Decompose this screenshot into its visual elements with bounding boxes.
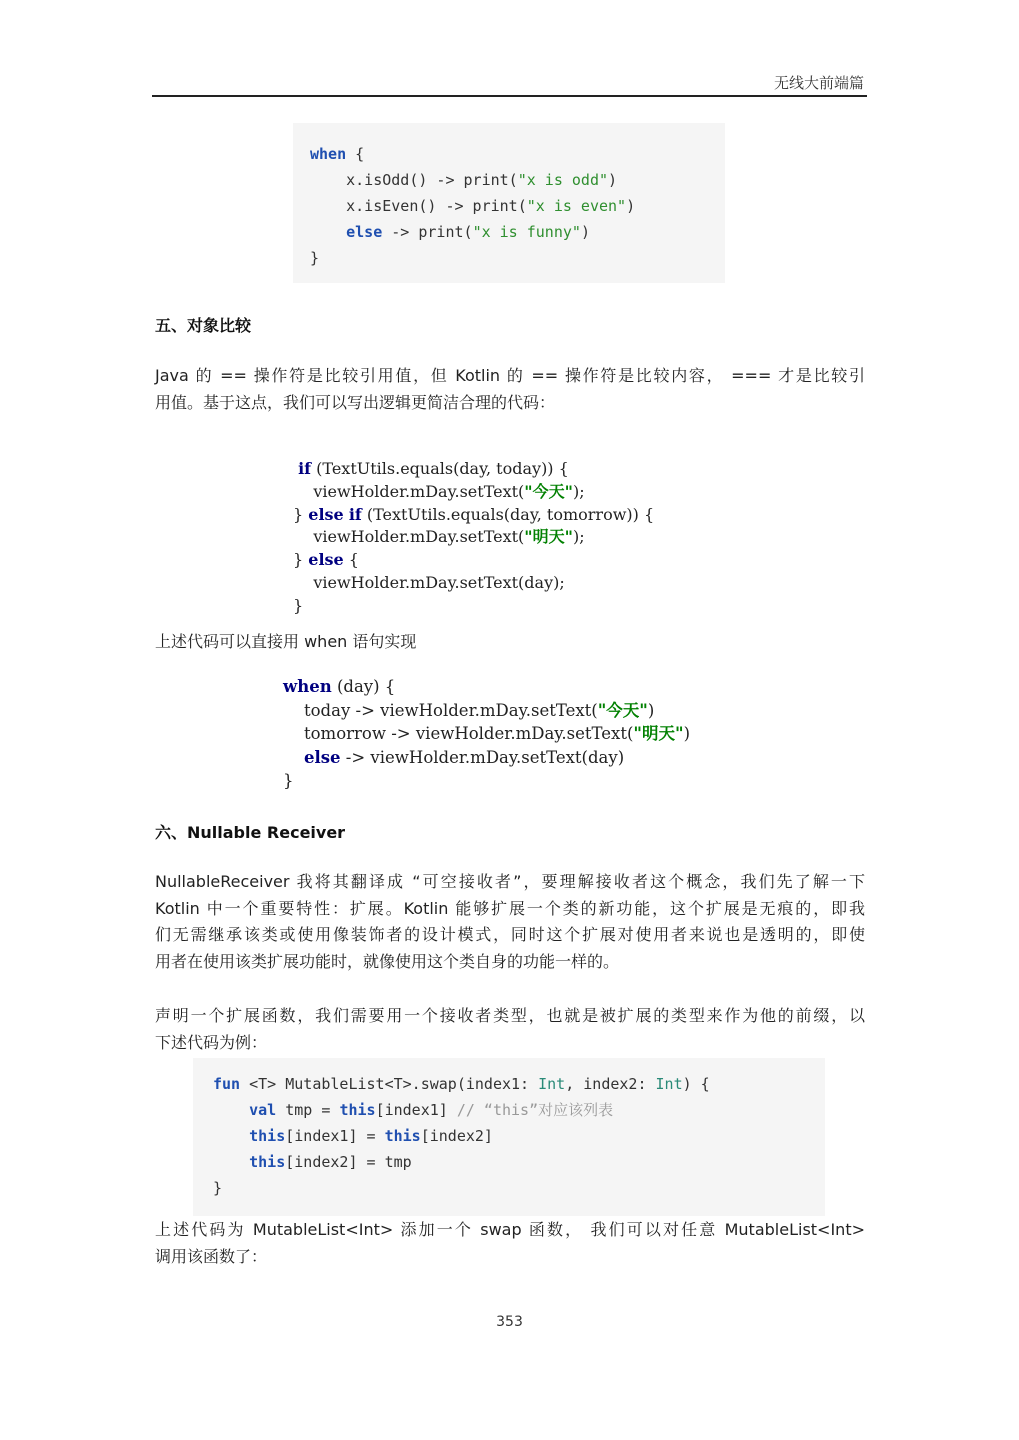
paragraph-line: Kotlin 中一个重要特性：扩展。Kotlin 能够扩展一个类的新功能，这个扩展是无痕的，即我 <box>155 898 865 918</box>
code-keyword: if <box>298 459 312 478</box>
code-keyword: else <box>308 504 344 524</box>
code-text: x.isOdd() -> print( <box>310 171 518 189</box>
code-keyword: else <box>308 550 344 570</box>
code-line <box>283 724 690 743</box>
paragraph-line: Java 的 == 操作符是比较引用值，但 Kotlin 的 == 操作符是比较内容， === 才是比较引 <box>155 366 865 385</box>
code-block-when-example <box>293 123 725 283</box>
closing-paragraph <box>155 1217 865 1270</box>
code-block-kotlin-when <box>283 675 690 793</box>
code-line <box>310 197 635 215</box>
code-line <box>293 527 585 546</box>
section-heading-5: 五、对象比较 <box>155 316 252 335</box>
paragraph-line: 们无需继承该类或使用像装饰者的设计模式，同时这个扩展对使用者来说也是透明的，即使 <box>155 925 865 944</box>
code-keyword: this <box>384 1127 421 1145</box>
code-text: <T> MutableList<T>.swap(index1: <box>240 1075 539 1093</box>
code-string: "明天" <box>524 527 573 547</box>
code-string: "明天" <box>633 724 684 743</box>
code-text: viewHolder.mDay.setText( <box>293 481 525 501</box>
code-text <box>213 1153 249 1171</box>
code-line <box>283 748 624 767</box>
code-text: ) <box>580 223 590 241</box>
code-text: -> viewHolder.mDay.setText(day) <box>340 747 625 767</box>
paragraph-line: 用值。基于这点，我们可以写出逻辑更简洁合理的代码： <box>155 392 556 412</box>
code-text: ) { <box>682 1075 710 1093</box>
code-lines <box>213 1071 710 1201</box>
code-text: [index1] = <box>285 1127 385 1145</box>
code-keyword: else <box>346 223 383 241</box>
code-line <box>293 459 569 478</box>
section-heading-6: 六、Nullable Receiver <box>155 823 346 842</box>
code-text: } <box>293 504 309 524</box>
code-keyword: this <box>339 1101 376 1119</box>
text-when-intro: 上述代码可以直接用 when 语句实现 <box>155 632 417 651</box>
paragraph-line: 下述代码为例： <box>155 1032 268 1052</box>
code-line: when { <box>310 145 365 163</box>
code-text: [index2] = tmp <box>285 1153 412 1171</box>
code-text: -> print( <box>382 223 473 241</box>
code-text: ) <box>608 171 618 189</box>
code-keyword: this <box>249 1153 286 1171</box>
code-text: } <box>293 550 309 570</box>
code-string: "x is odd" <box>517 171 609 189</box>
code-type: Int <box>655 1075 683 1093</box>
code-text: { <box>343 550 359 570</box>
code-line <box>213 1101 613 1119</box>
section5-paragraph <box>155 363 865 416</box>
code-keyword: if <box>348 504 362 524</box>
code-type: Int <box>538 1075 566 1093</box>
code-line <box>293 550 359 569</box>
code-line <box>213 1075 710 1093</box>
paragraph-line: 上述代码为 MutableList<Int> 添加一个 swap 函数， 我们可以对任意 MutableList<Int> <box>155 1220 865 1239</box>
code-keyword: this <box>249 1127 286 1145</box>
code-string: "x is funny" <box>472 223 581 241</box>
code-line: } <box>213 1179 223 1197</box>
header-title: 无线大前端篇 <box>773 74 864 92</box>
paragraph-line: 调用该函数了： <box>155 1246 268 1266</box>
code-line <box>283 677 395 696</box>
code-line <box>293 505 654 524</box>
code-text: (TextUtils.equals(day, tomorrow)) { <box>361 504 655 524</box>
code-line <box>213 1153 412 1171</box>
code-text: ); <box>572 481 585 501</box>
code-line: } <box>283 771 294 790</box>
code-text: (TextUtils.equals(day, today)) { <box>311 459 569 478</box>
code-string: "今天" <box>524 481 573 501</box>
code-line <box>213 1127 493 1145</box>
code-text <box>310 223 346 241</box>
code-line: } <box>293 595 304 615</box>
section6-paragraph-2 <box>155 1003 865 1056</box>
code-string: "x is even" <box>526 197 627 215</box>
code-line <box>310 171 617 189</box>
code-line: viewHolder.mDay.setText(day); <box>293 572 565 592</box>
code-text: (day) { <box>331 677 396 696</box>
paragraph-line: 用者在使用该类扩展功能时，就像使用这个类自身的功能一样的。 <box>155 951 620 971</box>
code-string: "今天" <box>597 700 648 720</box>
code-block-java <box>293 458 654 618</box>
code-comment: // “this”对应该列表 <box>456 1101 614 1119</box>
code-text <box>213 1127 249 1145</box>
code-text: tomorrow -> viewHolder.mDay.setText( <box>283 724 634 743</box>
code-lines <box>310 141 635 271</box>
code-text: tmp = <box>276 1101 340 1119</box>
paragraph-line: NullableReceiver 我将其翻译成 “可空接收者”，要理解接收者这个概念，我们先了解一下 <box>155 872 865 891</box>
code-keyword: when <box>283 677 332 696</box>
section6-paragraph-1 <box>155 869 865 975</box>
code-keyword: when <box>310 145 347 163</box>
code-keyword: else <box>303 747 341 767</box>
code-text: ); <box>572 527 585 547</box>
code-keyword: val <box>249 1101 277 1119</box>
header-rule <box>152 95 867 97</box>
code-text: ) <box>626 197 636 215</box>
page-number: 353 <box>496 1314 523 1330</box>
code-block-swap <box>193 1058 825 1216</box>
code-text: viewHolder.mDay.setText( <box>293 527 525 547</box>
code-line <box>310 223 590 241</box>
code-line <box>293 482 585 501</box>
code-text: today -> viewHolder.mDay.setText( <box>283 700 598 720</box>
code-line <box>283 701 654 720</box>
code-text: x.isEven() -> print( <box>310 197 527 215</box>
code-text <box>283 748 304 767</box>
code-line: } <box>310 249 320 267</box>
paragraph-line: 声明一个扩展函数，我们需要用一个接收者类型，也就是被扩展的类型来作为他的前缀，以 <box>155 1006 865 1025</box>
code-text: ) <box>683 724 691 743</box>
code-keyword: fun <box>213 1075 241 1093</box>
code-text: [index1] <box>375 1101 457 1119</box>
code-text: [index2] <box>420 1127 493 1145</box>
code-text: , index2: <box>565 1075 656 1093</box>
code-text: ) <box>647 700 655 720</box>
code-text <box>213 1101 249 1119</box>
